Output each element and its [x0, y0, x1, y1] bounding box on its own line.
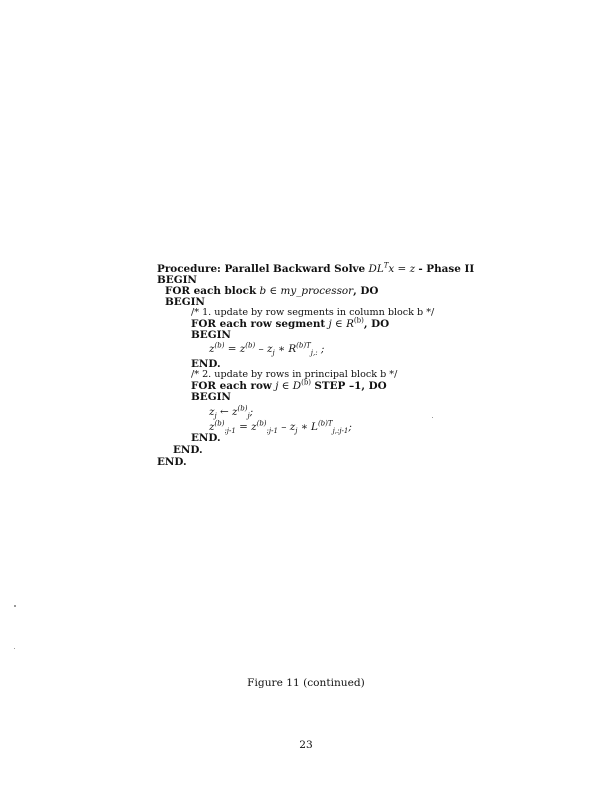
for-block-line: FOR each block b ∈ my_processor, DO — [165, 285, 379, 297]
begin-line: BEGIN — [165, 296, 205, 308]
scan-speck — [432, 417, 433, 418]
comment-line: /* 2. update by rows in principal block b */ — [191, 369, 398, 380]
end-line: END. — [173, 444, 203, 456]
scan-speck — [14, 648, 15, 649]
procedure-title: Procedure: Parallel Backward Solve $DL^Tx = z$ - Phase II — [157, 261, 475, 275]
comment-line: /* 1. update by row segments in column block b */ — [191, 307, 435, 318]
page-number: 23 — [299, 739, 313, 751]
for-row-line: FOR each row j ∈ $D^{(b)}$ STEP –1, DO — [191, 378, 387, 392]
begin-line: BEGIN — [191, 329, 231, 341]
update-statement: $z^{(b)}_{:j-1} = z^{(b)}_{:j-1} - z_j$ ∗ $L^{(b)T}_{j,:j-1}$; — [209, 419, 352, 436]
end-line: END. — [157, 456, 187, 468]
for-row-segment-line: FOR each row segment j ∈ $R^{(b)}$, DO — [191, 316, 390, 330]
end-line: END. — [191, 432, 221, 444]
scan-speck — [14, 605, 16, 607]
end-line: END. — [191, 358, 221, 370]
begin-line: BEGIN — [191, 391, 231, 403]
begin-line: BEGIN — [157, 274, 197, 286]
update-statement: $z^{(b)} = z^{(b)} - z_j$ ∗ $R^{(b)T}_{j,:}$ ; — [209, 341, 325, 358]
figure-caption: Figure 11 (continued) — [247, 677, 365, 689]
assign-statement: $z_j$ ← $z^{(b)}_j$; — [209, 404, 254, 421]
